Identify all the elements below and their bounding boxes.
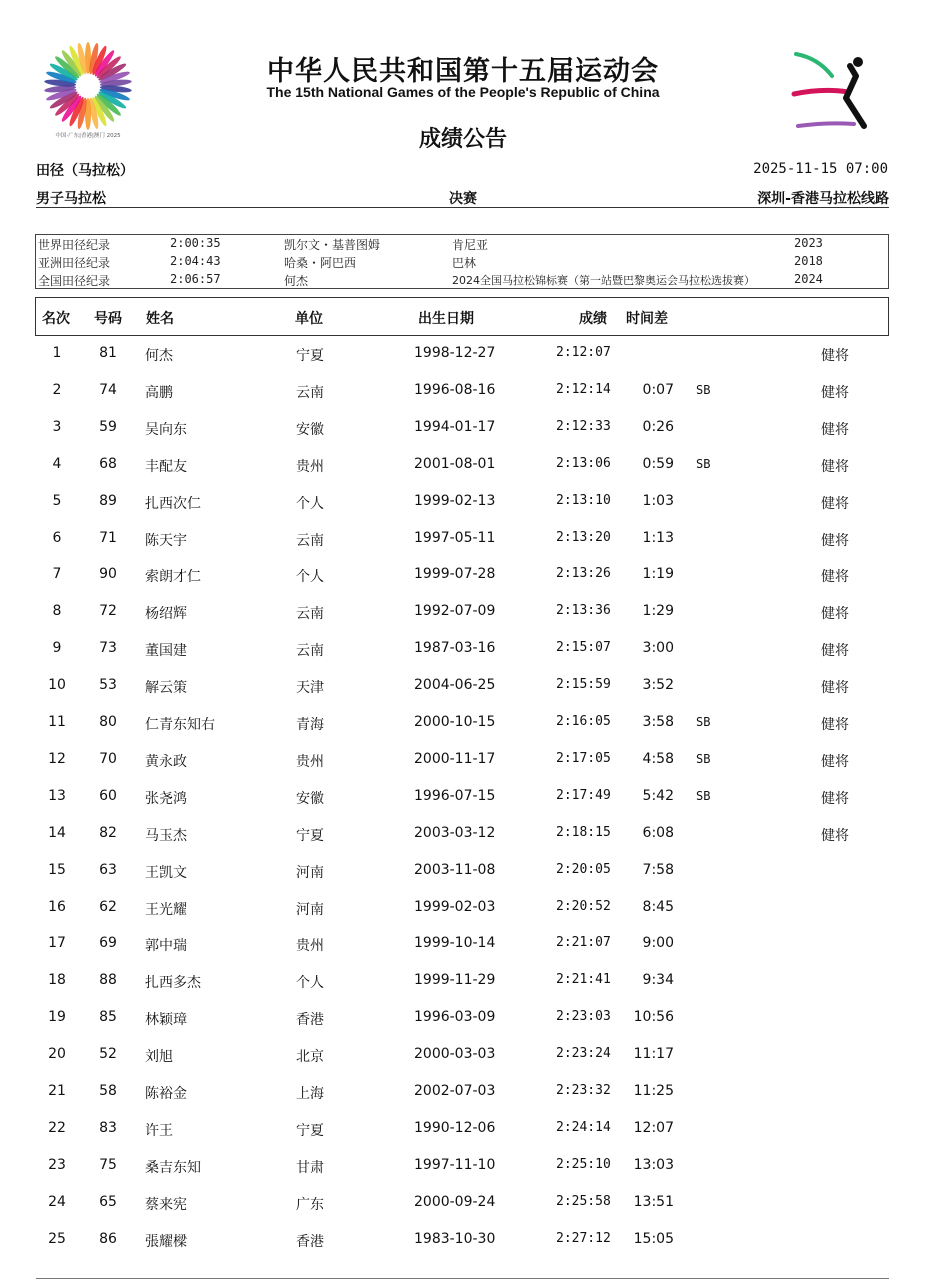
unit-cell: 北京: [296, 1049, 324, 1066]
athlete-name-cell: 马玉杰: [145, 827, 187, 844]
record-note-cell: SB: [696, 456, 711, 471]
rank-cell: 6: [52, 529, 62, 546]
time-gap-cell: 0:07: [642, 381, 674, 398]
athlete-name-cell: 何杰: [145, 348, 173, 364]
table-row: [0, 594, 926, 630]
rank-cell: 24: [48, 1193, 66, 1210]
logo-caption: 中国·广东|香港|澳门 2025: [55, 133, 121, 139]
unit-cell: 云南: [296, 643, 324, 660]
table-row: [0, 557, 926, 593]
bib-cell: 90: [99, 566, 117, 583]
results-bulletin-heading: 成绩公告: [418, 127, 507, 152]
bib-cell: 83: [99, 1119, 117, 1136]
datetime-label: 2025-11-15 07:00: [753, 161, 888, 177]
record-note-cell: SB: [696, 788, 711, 803]
time-gap-cell: 5:42: [642, 787, 674, 804]
athlete-name-cell: 吴向东: [145, 421, 187, 438]
table-row: [0, 336, 926, 372]
bib-cell: 59: [99, 418, 117, 435]
bib-cell: 70: [99, 750, 117, 767]
rank-cell: 1: [52, 345, 62, 361]
bib-cell: 63: [99, 861, 117, 878]
bib-cell: 52: [99, 1046, 117, 1063]
col-unit: 单位: [295, 311, 323, 327]
birth-date-cell: 2000-10-15: [414, 714, 496, 730]
unit-cell: 河南: [296, 864, 324, 881]
table-row: [0, 890, 926, 926]
athlete-name-cell: 解云策: [145, 680, 187, 697]
unit-cell: 贵州: [296, 458, 324, 475]
rank-cell: 21: [48, 1083, 66, 1099]
time-gap-cell: 9:00: [642, 935, 674, 952]
birth-date-cell: 1996-07-15: [414, 787, 496, 804]
result-time-cell: 2:23:03: [556, 1009, 611, 1025]
table-row: [0, 963, 926, 999]
unit-cell: 青海: [296, 717, 324, 733]
unit-cell: 宁夏: [296, 348, 324, 364]
time-gap-cell: 1:19: [642, 566, 674, 583]
rank-cell: 2: [52, 381, 62, 398]
table-row: [0, 1222, 926, 1258]
table-row: [0, 410, 926, 446]
time-gap-cell: 15:05: [633, 1230, 674, 1247]
result-time-cell: 2:15:07: [556, 640, 611, 656]
athlete-name-cell: 陈天宇: [145, 532, 187, 549]
athlete-name-cell: 丰配友: [145, 458, 187, 475]
birth-date-cell: 2003-11-08: [414, 861, 496, 878]
phase-label: 决赛: [449, 191, 477, 207]
venue-label: 深圳-香港马拉松线路: [757, 191, 889, 207]
time-gap-cell: 9:34: [642, 972, 674, 989]
result-time-cell: 2:13:26: [556, 566, 611, 582]
rank-cell: 3: [52, 418, 62, 435]
table-row: [0, 1148, 926, 1184]
athlete-grade-cell: 健将: [821, 532, 849, 549]
table-row: [0, 668, 926, 704]
result-time-cell: 2:17:05: [556, 750, 611, 766]
rank-cell: 23: [48, 1156, 66, 1173]
time-gap-cell: 10:56: [633, 1009, 674, 1026]
unit-cell: 云南: [296, 532, 324, 549]
athlete-name-cell: 陈裕金: [145, 1086, 187, 1102]
birth-date-cell: 2000-03-03: [414, 1046, 496, 1063]
athlete-grade-cell: 健将: [821, 643, 849, 660]
athlete-grade-cell: 健将: [821, 421, 849, 438]
result-time-cell: 2:13:20: [556, 529, 611, 545]
rank-cell: 19: [48, 1009, 66, 1026]
time-gap-cell: 8:45: [642, 898, 674, 915]
unit-cell: 云南: [296, 606, 324, 623]
rank-cell: 10: [48, 677, 66, 694]
athlete-grade-cell: 健将: [821, 348, 849, 364]
athlete-name-cell: 桑吉东知: [145, 1159, 201, 1176]
table-row: [0, 742, 926, 778]
table-row: [0, 521, 926, 557]
unit-cell: 云南: [296, 384, 324, 401]
bib-cell: 80: [99, 714, 117, 730]
rank-cell: 22: [48, 1119, 66, 1136]
athlete-grade-cell: 健将: [821, 606, 849, 623]
result-time-cell: 2:27:12: [556, 1230, 611, 1246]
unit-cell: 上海: [296, 1086, 324, 1102]
table-row: [0, 1000, 926, 1036]
bib-cell: 89: [99, 492, 117, 509]
bib-cell: 75: [99, 1156, 117, 1173]
athlete-name-cell: 扎西次仁: [145, 495, 201, 512]
table-row: [0, 816, 926, 852]
bib-cell: 74: [99, 381, 117, 398]
athlete-name-cell: 郭中瑞: [145, 938, 187, 955]
time-gap-cell: 12:07: [633, 1119, 674, 1136]
result-time-cell: 2:21:41: [556, 972, 611, 988]
unit-cell: 天津: [296, 680, 324, 697]
result-time-cell: 2:13:06: [556, 455, 611, 471]
rank-cell: 4: [52, 455, 62, 472]
bib-cell: 53: [99, 677, 117, 694]
bib-cell: 72: [99, 603, 117, 620]
athlete-name-cell: 王光耀: [145, 901, 187, 918]
bib-cell: 60: [99, 787, 117, 804]
athlete-name-cell: 刘旭: [145, 1049, 173, 1066]
time-gap-cell: 3:00: [642, 640, 674, 657]
athlete-name-cell: 張耀樑: [145, 1233, 187, 1250]
bib-cell: 86: [99, 1230, 117, 1247]
bib-cell: 62: [99, 898, 117, 915]
birth-date-cell: 1999-02-03: [414, 898, 496, 915]
result-time-cell: 2:20:52: [556, 898, 611, 914]
athlete-name-cell: 王凯文: [145, 864, 187, 881]
result-time-cell: 2:16:05: [556, 714, 611, 729]
time-gap-cell: 1:03: [642, 492, 674, 509]
athlete-name-cell: 高鹏: [145, 384, 173, 401]
bib-cell: 65: [99, 1193, 117, 1210]
rank-cell: 12: [48, 750, 66, 767]
record-row-world: 世界田径纪录 2:00:35 凯尔文・基普图姆 肯尼亚 2023: [38, 236, 823, 252]
birth-date-cell: 2001-08-01: [414, 455, 496, 472]
result-time-cell: 2:12:07: [556, 345, 611, 360]
birth-date-cell: 2004-06-25: [414, 677, 496, 694]
bib-cell: 71: [99, 529, 117, 546]
rank-cell: 7: [52, 566, 62, 583]
bib-cell: 88: [99, 972, 117, 989]
table-row: [0, 705, 926, 741]
unit-cell: 宁夏: [296, 1122, 324, 1139]
unit-cell: 香港: [296, 1012, 324, 1029]
col-gap: 时间差: [626, 311, 668, 327]
result-time-cell: 2:17:49: [556, 787, 611, 803]
bib-cell: 82: [99, 824, 117, 841]
unit-cell: 河南: [296, 901, 324, 918]
rank-cell: 11: [48, 714, 66, 730]
athlete-grade-cell: 健将: [821, 827, 849, 844]
birth-date-cell: 1997-11-10: [414, 1156, 496, 1173]
result-time-cell: 2:24:14: [556, 1119, 611, 1135]
unit-cell: 甘肃: [296, 1159, 324, 1176]
records-box: [35, 234, 889, 289]
unit-cell: 贵州: [296, 753, 324, 770]
sport-label: 田径（马拉松）: [36, 163, 134, 179]
table-row: [0, 373, 926, 409]
table-row: [0, 484, 926, 520]
record-note-cell: SB: [696, 715, 711, 729]
rank-cell: 16: [48, 898, 66, 915]
table-row: [0, 779, 926, 815]
birth-date-cell: 1996-08-16: [414, 381, 496, 398]
unit-cell: 安徽: [296, 790, 324, 807]
time-gap-cell: 13:51: [633, 1193, 674, 1210]
time-gap-cell: 13:03: [633, 1156, 674, 1173]
rank-cell: 9: [52, 640, 62, 657]
result-time-cell: 2:23:24: [556, 1046, 611, 1062]
bib-cell: 58: [99, 1083, 117, 1099]
result-time-cell: 2:20:05: [556, 861, 611, 877]
col-result: 成绩: [579, 311, 607, 327]
table-row: [0, 1037, 926, 1073]
result-time-cell: 2:13:36: [556, 603, 611, 619]
athlete-name-cell: 林颖璋: [145, 1012, 187, 1029]
result-time-cell: 2:12:14: [556, 381, 611, 397]
athlete-grade-cell: 健将: [821, 384, 849, 401]
birth-date-cell: 1994-01-17: [414, 418, 496, 435]
col-name: 姓名: [146, 311, 174, 327]
birth-date-cell: 1999-11-29: [414, 972, 496, 989]
athlete-grade-cell: 健将: [821, 717, 849, 733]
time-gap-cell: 3:58: [642, 714, 674, 730]
athlete-grade-cell: 健将: [821, 458, 849, 475]
games-title-en: The 15th National Games of the People's Republic of China: [266, 84, 660, 100]
rank-cell: 20: [48, 1046, 66, 1063]
athlete-name-cell: 扎西多杰: [145, 975, 201, 992]
unit-cell: 个人: [296, 975, 324, 992]
result-time-cell: 2:23:32: [556, 1083, 611, 1098]
col-bib: 号码: [94, 311, 122, 327]
athlete-name-cell: 许王: [145, 1122, 173, 1139]
result-time-cell: 2:13:10: [556, 492, 611, 508]
time-gap-cell: 1:13: [642, 529, 674, 546]
table-row: [0, 631, 926, 667]
time-gap-cell: 6:08: [642, 824, 674, 841]
record-row-asia: 亚洲田径纪录 2:04:43 哈桑・阿巴西 巴林 2018: [38, 254, 823, 270]
birth-date-cell: 1999-10-14: [414, 935, 496, 952]
athlete-grade-cell: 健将: [821, 753, 849, 770]
birth-date-cell: 1992-07-09: [414, 603, 496, 620]
result-time-cell: 2:18:15: [556, 824, 611, 840]
athlete-name-cell: 仁青东知右: [145, 717, 215, 733]
unit-cell: 广东: [296, 1196, 324, 1213]
athlete-name-cell: 蔡来宪: [145, 1196, 187, 1213]
rank-cell: 17: [48, 935, 66, 952]
time-gap-cell: 4:58: [642, 750, 674, 767]
birth-date-cell: 1997-05-11: [414, 529, 496, 546]
time-gap-cell: 1:29: [642, 603, 674, 620]
header-divider: [36, 207, 889, 208]
bib-cell: 85: [99, 1009, 117, 1026]
athlete-name-cell: 董国建: [145, 643, 187, 660]
result-time-cell: 2:25:10: [556, 1156, 611, 1172]
birth-date-cell: 1983-10-30: [414, 1230, 496, 1247]
record-note-cell: SB: [696, 751, 711, 766]
birth-date-cell: 2000-09-24: [414, 1193, 496, 1210]
unit-cell: 香港: [296, 1233, 324, 1250]
birth-date-cell: 1990-12-06: [414, 1119, 496, 1136]
result-time-cell: 2:25:58: [556, 1193, 611, 1209]
rank-cell: 13: [48, 787, 66, 804]
bib-cell: 73: [99, 640, 117, 657]
birth-date-cell: 2000-11-17: [414, 750, 496, 767]
result-time-cell: 2:21:07: [556, 935, 611, 951]
athlete-grade-cell: 健将: [821, 680, 849, 697]
col-dob: 出生日期: [418, 311, 474, 327]
table-row: [0, 447, 926, 483]
time-gap-cell: 11:25: [633, 1083, 674, 1099]
results-column-header: [35, 297, 889, 336]
athlete-name-cell: 索朗才仁: [145, 569, 201, 586]
result-time-cell: 2:12:33: [556, 418, 611, 434]
birth-date-cell: 1999-02-13: [414, 492, 496, 509]
athlete-grade-cell: 健将: [821, 495, 849, 512]
col-rank: 名次: [42, 311, 70, 327]
birth-date-cell: 2002-07-03: [414, 1083, 496, 1099]
birth-date-cell: 1996-03-09: [414, 1009, 496, 1026]
time-gap-cell: 0:59: [642, 455, 674, 472]
rank-cell: 25: [48, 1230, 66, 1247]
birth-date-cell: 2003-03-12: [414, 824, 496, 841]
time-gap-cell: 11:17: [633, 1046, 674, 1063]
athlete-grade-cell: 健将: [821, 790, 849, 807]
unit-cell: 安徽: [296, 421, 324, 438]
table-row: [0, 1074, 926, 1110]
table-row: [0, 926, 926, 962]
unit-cell: 宁夏: [296, 827, 324, 844]
time-gap-cell: 7:58: [642, 861, 674, 878]
rank-cell: 18: [48, 972, 66, 989]
event-label: 男子马拉松: [36, 191, 106, 207]
rank-cell: 14: [48, 824, 66, 841]
rank-cell: 15: [48, 861, 66, 878]
result-time-cell: 2:15:59: [556, 677, 611, 693]
table-row: [0, 853, 926, 889]
record-row-national: 全国田径纪录 2:06:57 何杰 2024全国马拉松锦标赛（第一站暨巴黎奥运会马拉松选拔赛） 2024: [38, 272, 823, 288]
athlete-name-cell: 黄永政: [145, 753, 187, 770]
table-row: [0, 1185, 926, 1221]
games-title-zh: 中华人民共和国第十五届运动会: [267, 56, 659, 87]
footer-divider: [36, 1278, 889, 1279]
athlete-grade-cell: 健将: [821, 569, 849, 586]
birth-date-cell: 1998-12-27: [414, 345, 496, 361]
time-gap-cell: 0:26: [642, 418, 674, 435]
unit-cell: 个人: [296, 495, 324, 512]
athlete-name-cell: 张尧鸿: [145, 790, 187, 807]
rank-cell: 5: [52, 492, 62, 509]
unit-cell: 贵州: [296, 938, 324, 955]
unit-cell: 个人: [296, 569, 324, 586]
record-note-cell: SB: [696, 382, 711, 397]
bib-cell: 68: [99, 455, 117, 472]
bib-cell: 81: [99, 345, 117, 361]
rank-cell: 8: [52, 603, 62, 620]
birth-date-cell: 1999-07-28: [414, 566, 496, 583]
table-row: [0, 1111, 926, 1147]
time-gap-cell: 3:52: [642, 677, 674, 694]
bib-cell: 69: [99, 935, 117, 952]
birth-date-cell: 1987-03-16: [414, 640, 496, 657]
athlete-name-cell: 杨绍辉: [145, 606, 187, 623]
